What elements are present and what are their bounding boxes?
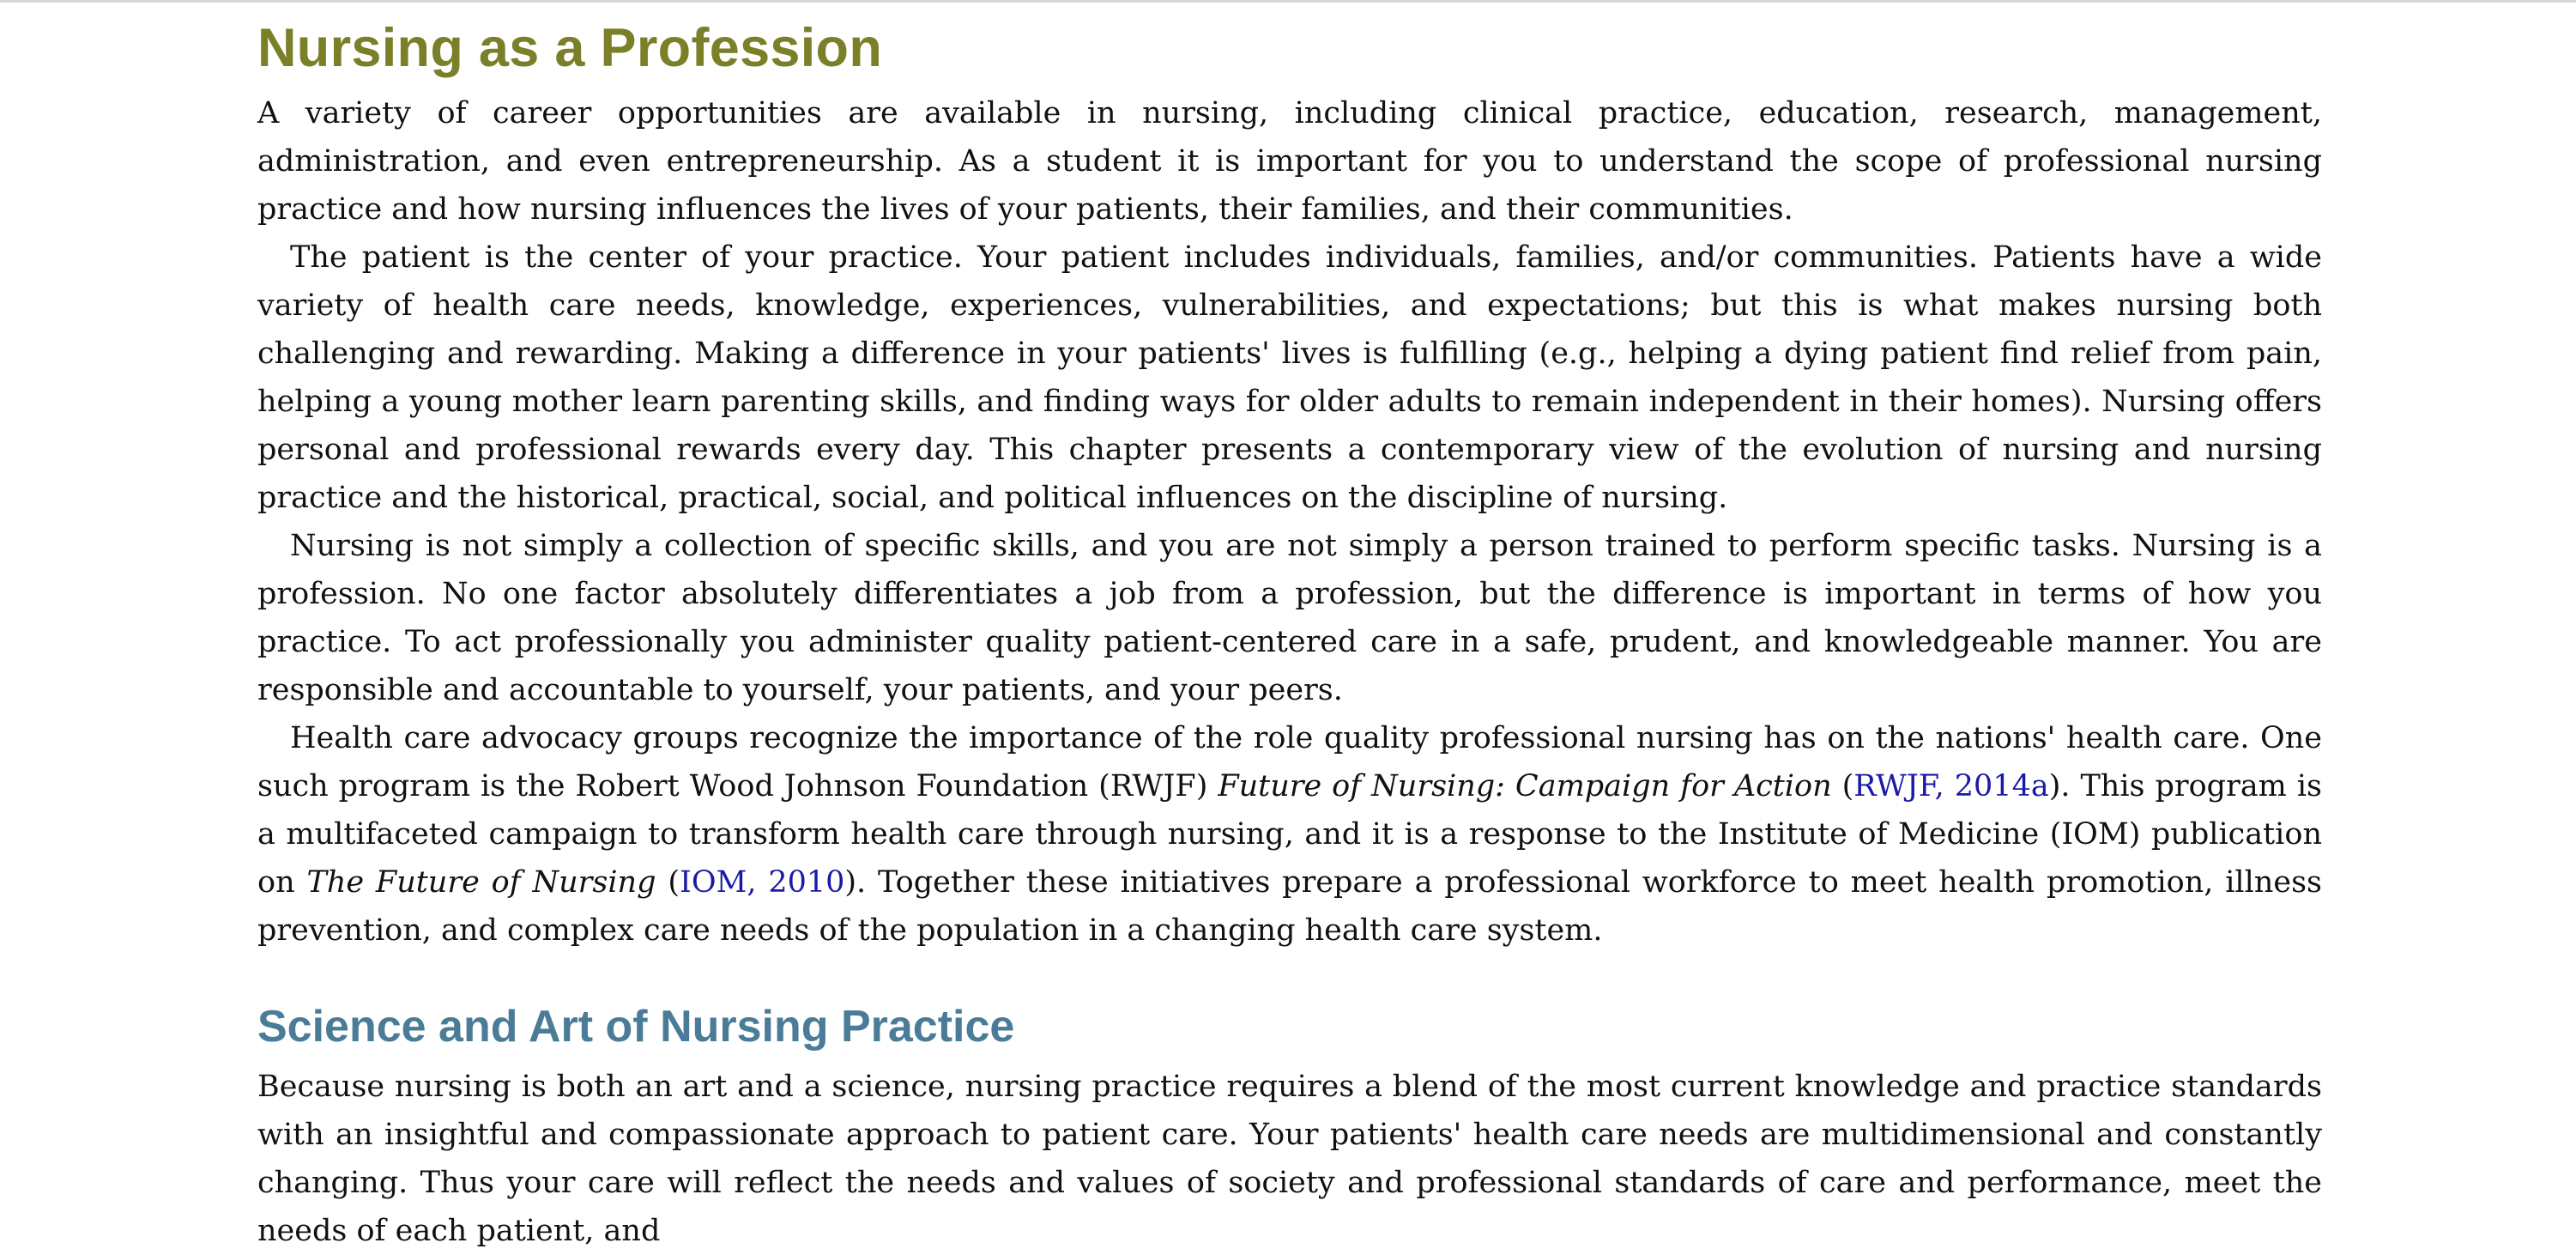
paragraph-1: A variety of career opportunities are available in nursing, including clinical practice, education, research, management, administration, and even entrepreneurship. As a student it is important for you to understand the scope of professional nursing practice and how nursing influences the lives of your patients, their families, and their communities. [257,96,2322,227]
paragraph-4-text-3: ). This program is a multifaceted campaign to transform health care through nursing, and it is a response to the Institute of Medicine (IOM) publication on [257,769,2322,900]
publication-title: The Future of Nursing [306,865,656,900]
paragraph-4-text-2: ( [1831,769,1854,803]
citation-link-rwjf[interactable]: RWJF, 2014a [1853,769,2049,803]
paragraph-4 [257,714,2322,955]
paragraph-4-text-5: ). Together these initiatives prepare a professional workforce to meet health promotion, illness prevention, and complex care needs of the population in a changing health care system. [257,865,2322,948]
section-title: Nursing as a Profession [257,18,883,78]
citation-link-iom[interactable]: IOM, 2010 [680,865,845,900]
subsection-title: Science and Art of Nursing Practice [257,1002,1015,1052]
document-content [257,3,2322,1255]
paragraph-3: Nursing is not simply a collection of specific skills, and you are not simply a person trained to perform specific tasks. Nursing is a profession. No one factor absolutely differentiates a job from a profession, but the difference is important in terms of how you practice. To act professionally you administer quality patient-centered care in a safe, prudent, and knowledgeable manner. You are responsible and accountable to yourself, your patients, and your peers. [257,529,2322,707]
subsection-paragraph-1: Because nursing is both an art and a science, nursing practice requires a blend of the most current knowledge and practice standards with an insightful and compassionate approach to patient care. Your patients' health care needs are multidimensional and constantly changing. Thus your care will reflect the needs and values of society and professional standards of care and performance, meet the needs of each patient, and [257,1070,2322,1248]
campaign-title: Future of Nursing: Campaign for Action [1218,769,1832,803]
paragraph-4-text-1: Health care advocacy groups recognize the importance of the role quality professional nursing has on the nations' health care. One such program is the Robert Wood Johnson Foundation (RWJF) [257,721,2322,803]
paragraph-4-text-4: ( [656,865,680,900]
paragraph-2: The patient is the center of your practice. Your patient includes individuals, families, and/or communities. Patients have a wide variety of health care needs, knowledge, experiences, vulnerabilities, and expectations; but this is what makes nursing both challenging and rewarding. Making a difference in your patients' lives is fulfilling (e.g., helping a dying patient find relief from pain, helping a young mother learn parenting skills, and finding ways for older adults to remain independent in their homes). Nursing offers personal and professional rewards every day. This chapter presents a contemporary view of the evolution of nursing and nursing practice and the historical, practical, social, and political influences on the discipline of nursing. [257,240,2322,515]
